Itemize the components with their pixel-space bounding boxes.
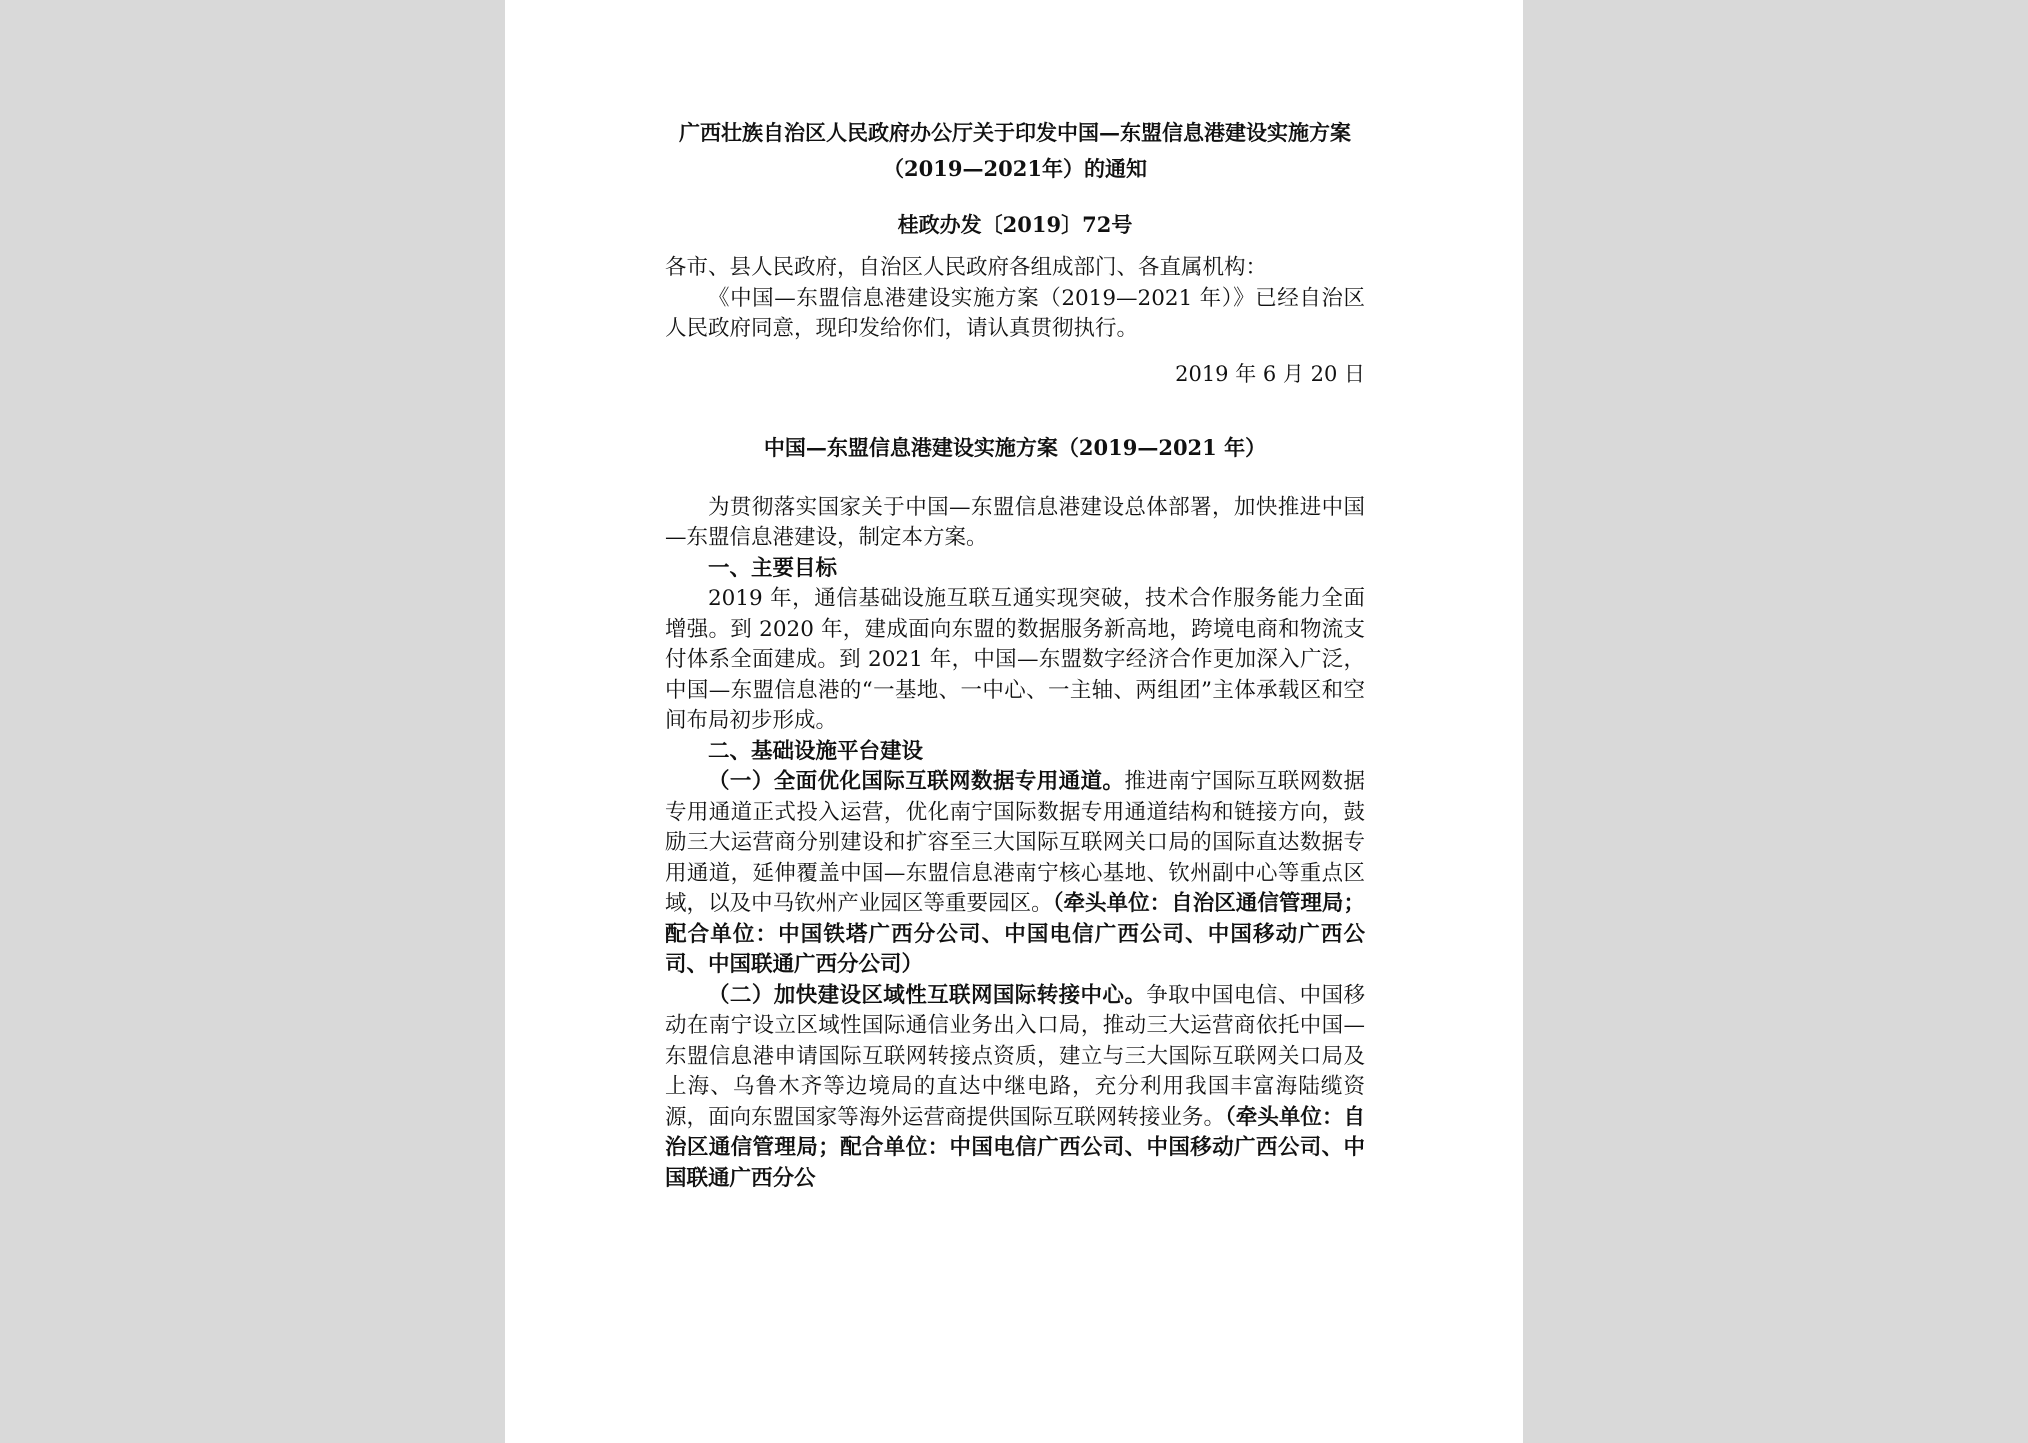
item-paragraph-2 — [665, 981, 1365, 1195]
item-paragraph-1 — [665, 767, 1365, 981]
notice-body: 《中国—东盟信息港建设实施方案（2019—2021 年）》已经自治区人民政府同意，现印发给你们，请认真贯彻执行。 — [665, 285, 1365, 341]
plan-title: 中国—东盟信息港建设实施方案（2019—2021 年） — [763, 434, 1267, 460]
section-text-goals: 2019 年，通信基础设施互联互通实现突破，技术合作服务能力全面增强。到 2020 年，建成面向东盟的数据服务新高地，跨境电商和物流支付体系全面建成。到 2021 年，中国—东盟数字经济合作更加深入广泛，中国—东盟信息港的“一基地、一中心、一主轴、两组团”主体承载区和空间布局初步形成。 — [665, 586, 1365, 733]
item-1-units: （牵头单位：自治区通信管理局；配合单位：中国铁塔广西分公司、中国电信广西公司、中国移动广西公司、中国联通广西分公司） — [665, 891, 1365, 977]
item-1-title: （一）全面优化国际互联网数据专用通道。 — [708, 769, 1125, 794]
addressee: 各市、县人民政府，自治区人民政府各组成部门、各直属机构： — [665, 255, 1268, 280]
plan-intro: 为贯彻落实国家关于中国—东盟信息港建设总体部署，加快推进中国—东盟信息港建设，制定本方案。 — [665, 494, 1365, 550]
document-content — [665, 115, 1365, 1194]
issue-date: 2019 年 6 月 20 日 — [1175, 361, 1365, 386]
item-2-units: （牵头单位：自治区通信管理局；配合单位：中国电信广西公司、中国移动广西公司、中国联通广西分公 — [665, 1104, 1365, 1191]
item-2-title: （二）加快建设区域性互联网国际转接中心。 — [708, 982, 1147, 1008]
document-number: 桂政办发〔2019〕72号 — [897, 212, 1133, 237]
item-1-text: 推进南宁国际互联网数据专用通道正式投入运营，优化南宁国际数据专用通道结构和链接方向，鼓励三大运营商分别建设和扩容至三大国际互联网关口局的国际直达数据专用通道，延伸覆盖中国—东盟信息港南宁核心基地、钦州副中心等重点区域，以及中马钦州产业园区等重要园区。 — [665, 769, 1365, 916]
notice-title: 广西壮族自治区人民政府办公厅关于印发中国—东盟信息港建设实施方案（2019—2021年）的通知 — [679, 120, 1351, 181]
section-heading-infrastructure: 二、基础设施平台建设 — [708, 738, 924, 764]
section-heading-goals: 一、主要目标 — [708, 555, 838, 581]
document-page — [505, 0, 1523, 1443]
item-2-text: 争取中国电信、中国移动在南宁设立区域性国际通信业务出入口局，推动三大运营商依托中国—东盟信息港申请国际互联网转接点资质，建立与三大国际互联网关口局及上海、乌鲁木齐等边境局的直达中继电路，充分利用我国丰富海陆缆资源，面向东盟国家等海外运营商提供国际互联网转接业务。 — [665, 982, 1365, 1130]
